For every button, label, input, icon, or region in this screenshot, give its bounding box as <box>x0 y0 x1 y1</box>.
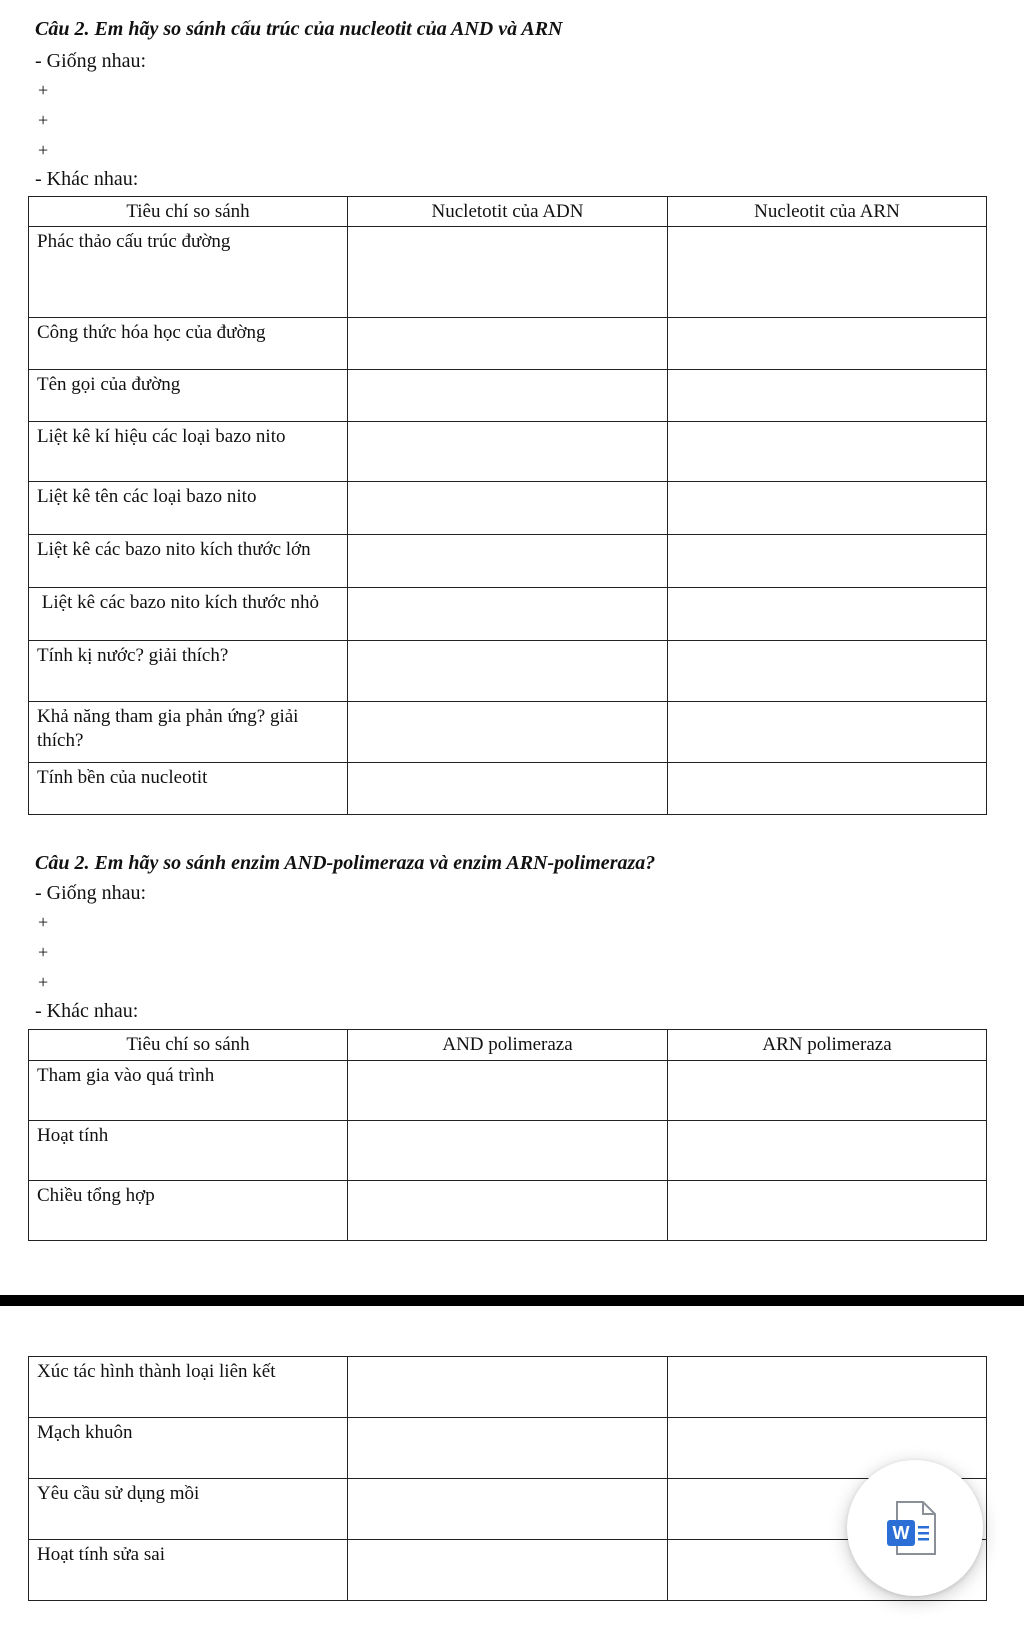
empty-cell[interactable] <box>348 1181 668 1241</box>
empty-cell[interactable] <box>348 641 668 702</box>
empty-cell[interactable] <box>668 370 987 422</box>
header-criteria: Tiêu chí so sánh <box>29 1030 348 1061</box>
table-row <box>29 1061 987 1121</box>
word-document-icon <box>883 1496 947 1560</box>
row-label: Liệt kê các bazo nito kích thước lớn <box>29 535 348 588</box>
row-label: Tính kị nước? giải thích? <box>29 641 348 702</box>
header-rna-polymerase: ARN polimeraza <box>668 1030 987 1061</box>
table-header-row <box>29 1030 987 1061</box>
table-row <box>29 482 987 535</box>
empty-cell[interactable] <box>348 702 668 763</box>
empty-cell[interactable] <box>668 1181 987 1241</box>
q2-comparison-table-continued <box>28 1356 987 1601</box>
q1-similar-label: - Giống nhau: <box>35 50 147 72</box>
row-label: Yêu cầu sử dụng mồi <box>29 1479 348 1540</box>
table-row <box>29 227 987 318</box>
table-row <box>29 641 987 702</box>
empty-cell[interactable] <box>348 1418 668 1479</box>
header-rna-nucleotide: Nucleotit của ARN <box>668 197 987 227</box>
q2-plus-1: + <box>38 912 49 932</box>
empty-cell[interactable] <box>348 422 668 482</box>
empty-cell[interactable] <box>348 370 668 422</box>
table-row <box>29 1418 987 1479</box>
open-in-word-button[interactable] <box>847 1460 983 1596</box>
row-label: Liệt kê tên các loại bazo nito <box>29 482 348 535</box>
table-row <box>29 588 987 641</box>
empty-cell[interactable] <box>348 318 668 370</box>
q2-plus-3: + <box>38 972 49 992</box>
table-row <box>29 702 987 763</box>
q1-plus-3: + <box>38 140 49 160</box>
q1-plus-1: + <box>38 80 49 100</box>
q2-similar-label: - Giống nhau: <box>35 882 147 904</box>
row-label: Tính bền của nucleotit <box>29 763 348 815</box>
q2-plus-2: + <box>38 942 49 962</box>
table-row <box>29 370 987 422</box>
empty-cell[interactable] <box>348 1121 668 1181</box>
empty-cell[interactable] <box>348 482 668 535</box>
row-label: Xúc tác hình thành loại liên kết <box>29 1357 348 1418</box>
image-separator <box>0 1295 1024 1306</box>
header-dna-nucleotide: Nucletotit của ADN <box>348 197 668 227</box>
table-row <box>29 535 987 588</box>
empty-cell[interactable] <box>348 588 668 641</box>
row-label: Tham gia vào quá trình <box>29 1061 348 1121</box>
question-1-title: Câu 2. Em hãy so sánh cấu trúc của nucleotit của AND và ARN <box>35 18 563 40</box>
q2-different-label: - Khác nhau: <box>35 1000 139 1022</box>
header-dna-polymerase: AND polimeraza <box>348 1030 668 1061</box>
question-2-title: Câu 2. Em hãy so sánh enzim AND-polimeraza và enzim ARN-polimeraza? <box>35 852 656 874</box>
empty-cell[interactable] <box>348 763 668 815</box>
row-label: Khả năng tham gia phản ứng? giải thích? <box>29 702 348 763</box>
row-label: Liệt kê kí hiệu các loại bazo nito <box>29 422 348 482</box>
row-label: Chiều tổng hợp <box>29 1181 348 1241</box>
table-row <box>29 1479 987 1540</box>
row-label: Công thức hóa học của đường <box>29 318 348 370</box>
empty-cell[interactable] <box>348 1357 668 1418</box>
row-label: Tên gọi của đường <box>29 370 348 422</box>
empty-cell[interactable] <box>668 1357 987 1418</box>
table-row <box>29 1121 987 1181</box>
empty-cell[interactable] <box>348 1540 668 1601</box>
row-label: Hoạt tính sửa sai <box>29 1540 348 1601</box>
word-letter: W <box>892 1523 910 1543</box>
header-criteria: Tiêu chí so sánh <box>29 197 348 227</box>
empty-cell[interactable] <box>668 641 987 702</box>
q1-comparison-table <box>28 196 987 815</box>
row-label: Liệt kê các bazo nito kích thước nhỏ <box>29 588 348 641</box>
table-row <box>29 422 987 482</box>
empty-cell[interactable] <box>668 318 987 370</box>
table-header-row <box>29 197 987 227</box>
empty-cell[interactable] <box>348 535 668 588</box>
q1-different-label: - Khác nhau: <box>35 168 139 190</box>
row-label: Phác thảo cấu trúc đường <box>29 227 348 318</box>
q1-plus-2: + <box>38 110 49 130</box>
row-label: Hoạt tính <box>29 1121 348 1181</box>
empty-cell[interactable] <box>348 1061 668 1121</box>
empty-cell[interactable] <box>668 763 987 815</box>
empty-cell[interactable] <box>668 588 987 641</box>
table-row <box>29 1357 987 1418</box>
empty-cell[interactable] <box>668 422 987 482</box>
empty-cell[interactable] <box>668 702 987 763</box>
table-row <box>29 318 987 370</box>
empty-cell[interactable] <box>668 1061 987 1121</box>
row-label: Mạch khuôn <box>29 1418 348 1479</box>
empty-cell[interactable] <box>348 1479 668 1540</box>
empty-cell[interactable] <box>668 1121 987 1181</box>
q2-comparison-table <box>28 1029 987 1241</box>
empty-cell[interactable] <box>668 482 987 535</box>
empty-cell[interactable] <box>348 227 668 318</box>
empty-cell[interactable] <box>668 227 987 318</box>
table-row <box>29 1181 987 1241</box>
empty-cell[interactable] <box>668 535 987 588</box>
table-row <box>29 763 987 815</box>
table-row <box>29 1540 987 1601</box>
